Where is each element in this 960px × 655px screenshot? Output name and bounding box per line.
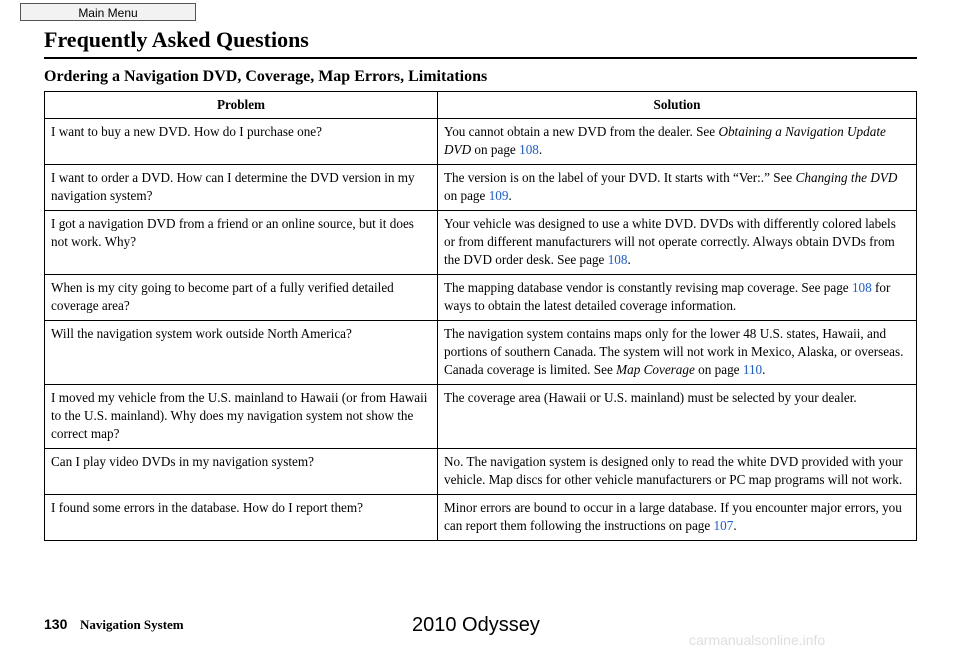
column-header-problem: Problem xyxy=(45,92,438,119)
solution-text: for ways to obtain the latest detailed coverage information. xyxy=(444,280,891,313)
solution-text: . xyxy=(508,188,512,203)
solution-text: on page xyxy=(444,188,489,203)
table-row xyxy=(45,211,917,275)
title-divider xyxy=(44,57,917,59)
table-row xyxy=(45,275,917,321)
solution-cell xyxy=(438,119,917,165)
reference-title: Obtaining a Navigation Update DVD xyxy=(444,124,886,157)
reference-title: Map Coverage xyxy=(616,362,695,377)
solution-text: . xyxy=(762,362,766,377)
table-row xyxy=(45,385,917,449)
solution-text: Your vehicle was designed to use a white DVD. DVDs with differently colored labels or from different manufacturers will not operate correctly. Always obtain DVDs from the DVD order desk. See page xyxy=(444,216,896,267)
problem-cell: I want to buy a new DVD. How do I purchase one? xyxy=(45,119,438,165)
model-watermark: 2010 Odyssey xyxy=(412,614,540,636)
page-link[interactable]: 107 xyxy=(713,518,734,533)
solution-text: The mapping database vendor is constantly revising map coverage. See page xyxy=(444,280,852,295)
solution-text: You cannot obtain a new DVD from the dealer. See xyxy=(444,124,719,139)
table-header-row xyxy=(45,92,917,119)
problem-cell: I got a navigation DVD from a friend or an online source, but it does not work. Why? xyxy=(45,211,438,275)
solution-text: . xyxy=(733,518,737,533)
main-menu-button[interactable]: Main Menu xyxy=(20,3,196,21)
solution-text: No. The navigation system is designed only to read the white DVD provided with your vehicle. Map discs for other vehicle manufacturers or PC map programs will not work. xyxy=(444,454,903,487)
table-row xyxy=(45,321,917,385)
table-row xyxy=(45,495,917,541)
problem-cell: I found some errors in the database. How do I report them? xyxy=(45,495,438,541)
faq-table xyxy=(44,91,917,541)
solution-text: The navigation system contains maps only for the lower 48 U.S. states, Hawaii, and portions of southern Canada. The system will not work in Mexico, Alaska, or overseas. Canada coverage is limited. See xyxy=(444,326,904,377)
solution-text: The coverage area (Hawaii or U.S. mainland) must be selected by your dealer. xyxy=(444,390,857,405)
footer-section-name: Navigation System xyxy=(80,617,184,632)
solution-text: The version is on the label of your DVD. It starts with “Ver:.” See xyxy=(444,170,796,185)
page-link[interactable]: 110 xyxy=(742,362,763,377)
problem-cell: When is my city going to become part of a fully verified detailed coverage area? xyxy=(45,275,438,321)
solution-cell xyxy=(438,385,917,449)
table-row xyxy=(45,119,917,165)
table-row xyxy=(45,449,917,495)
solution-text: . xyxy=(627,252,631,267)
page-link[interactable]: 108 xyxy=(607,252,628,267)
problem-cell: I moved my vehicle from the U.S. mainland to Hawaii (or from Hawaii to the U.S. mainland). Why does my navigation system not show the correct map? xyxy=(45,385,438,449)
solution-cell xyxy=(438,165,917,211)
column-header-solution: Solution xyxy=(438,92,917,119)
table-row xyxy=(45,165,917,211)
problem-cell: Can I play video DVDs in my navigation system? xyxy=(45,449,438,495)
site-watermark: carmanualsonline.info xyxy=(689,632,826,648)
problem-cell: Will the navigation system work outside North America? xyxy=(45,321,438,385)
solution-cell xyxy=(438,495,917,541)
solution-cell xyxy=(438,275,917,321)
solution-cell xyxy=(438,321,917,385)
solution-text: on page xyxy=(694,362,743,377)
solution-cell xyxy=(438,211,917,275)
problem-cell: I want to order a DVD. How can I determine the DVD version in my navigation system? xyxy=(45,165,438,211)
page-link[interactable]: 109 xyxy=(488,188,509,203)
solution-text: Minor errors are bound to occur in a large database. If you encounter major errors, you can report them following the instructions on page xyxy=(444,500,902,533)
page-title: Frequently Asked Questions xyxy=(44,27,309,52)
solution-text: on page xyxy=(471,142,520,157)
faq-table-body xyxy=(45,119,917,541)
solution-text: . xyxy=(538,142,543,157)
page-link[interactable]: 108 xyxy=(519,142,539,157)
page-number: 130 xyxy=(44,616,68,632)
section-title: Ordering a Navigation DVD, Coverage, Map Errors, Limitations xyxy=(44,68,488,85)
reference-title: Changing the DVD xyxy=(795,170,898,185)
solution-cell xyxy=(438,449,917,495)
page-link[interactable]: 108 xyxy=(851,280,872,295)
